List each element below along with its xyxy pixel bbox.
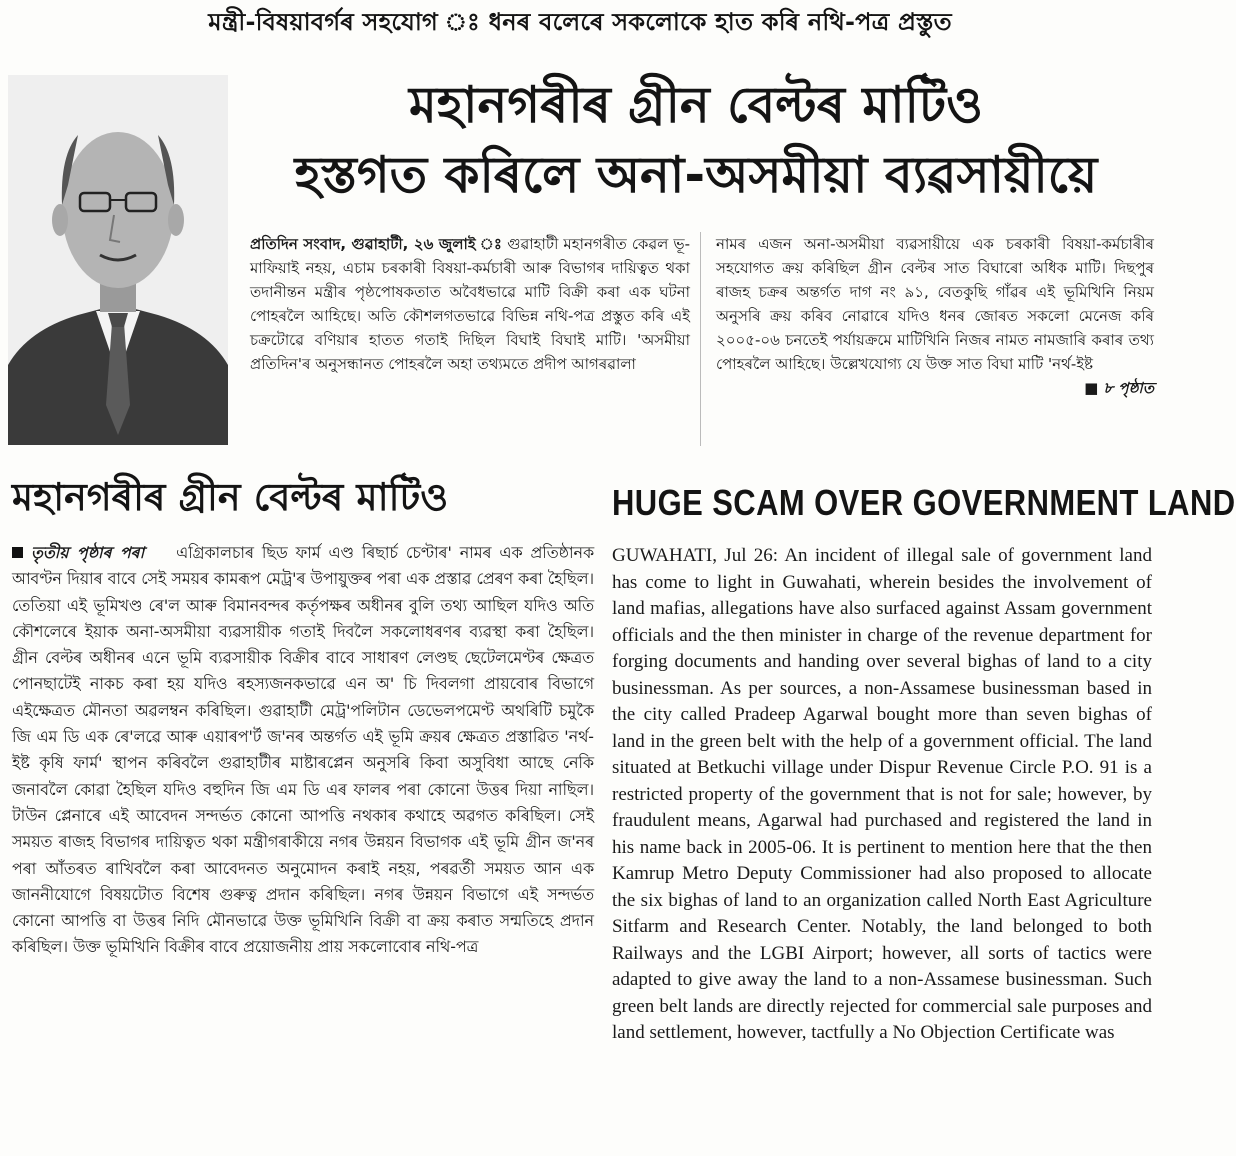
story-bottom-left-text: এগ্ৰিকালচাৰ ছিড ফাৰ্ম এণ্ড ৰিছাৰ্চ চেণ্টাৰ' নামৰ এক প্ৰতিষ্ঠানক আবণ্টন দিয়াৰ বাবে সেই সময়ৰ কামৰূপ মেট্ৰ'ৰ উপায়ুক্তৰ পৰা এক প্ৰস্তাৱ প্ৰেৰণ কৰা হৈছিল। তেতিয়া এই ভূমিখণ্ড ৰে'ল আৰু বিমানবন্দৰ কৰ্তৃপক্ষৰ অধীনৰ বুলি তথ্য আছিল যদিও অতি কৌশলেৰে ইয়াক অনা-অসমীয়া ব্যৱসায়ীক গতাই দিবলৈ সকলোধৰণৰ ব্যৱস্থা কৰা হৈছিল। গ্ৰীন বেল্টৰ অধীনৰ এনে ভূমি ব্যৱসায়ীক বিক্ৰীৰ বাবে সাধাৰণ লেণ্ডছ ছেটেলমেণ্টৰ ক্ষেত্ৰত পোনছাটেই নাকচ কৰা হয় যদিও ৰহস্যজনকভাৱে এন অ' চি দিবলগা প্ৰায়বোৰ বিভাগে এইক্ষেত্ৰত মৌনতা অৱলম্বন কৰিছিল। গুৱাহাটী মেট্ৰ'পলিটান ডেভেলপমেণ্ট অথৰিটি চমুকৈ জি এম ডি এক ৰে'লৱে আৰু এয়াৰপ'ৰ্ট জ'নৰ অন্তৰ্গত এই ভূমি ক্ৰয়ৰ ক্ষেত্ৰত প্ৰস্তাৱিত 'নৰ্থ-ইষ্ট কৃষি ফাৰ্ম' স্থাপন কৰিবলৈ গুৱাহাটীৰ মাষ্টাৰপ্লেন অনুসৰি কিবা অসুবিধা আছে নেকি জনাবলৈ কোৱা হৈছিল যদিও বহুদিন জি এম ডি এৰ ফালৰ পৰা কোনো উত্তৰ দিয়া নাছিল। টাউন প্লেনাৰে এই আবেদন সন্দৰ্ভত কোনো আপত্তি নথকাৰ কথাহে অৱগত কৰিছিল। সেই সময়ত ৰাজহ বিভাগৰ দায়িত্বত থকা মন্ত্ৰীগৰাকীয়ে নগৰ উন্নয়ন বিভাগক এই ভূমি গ্ৰীন জ'নৰ পৰা আঁতৰত ৰাখিবলৈ কৰা আবেদনত অনুমোদন কৰাই নহয়, পৰৱৰ্তী সময়ত আন এক জাননীযোগে বিষয়টোত বিশেষ গুৰুত্ব প্ৰদান কৰিছিল। নগৰ উন্নয়ন বিভাগে এই সন্দৰ্ভত কোনো আপত্তি বা উত্তৰ নিদি মৌনভাৱে উক্ত ভূমিখিনি বিক্ৰী বা ক্ৰয় কৰাত সন্মতিহে প্ৰদান কৰিছিল। উক্ত ভূমিখিনি বিক্ৰীৰ বাবে প্ৰয়োজনীয় প্ৰায় সকলোবোৰ নথি-পত্ৰ [12, 543, 595, 957]
continued-on-page: ■ ৮ পৃষ্ঠাত [1084, 379, 1154, 397]
continued-from-label: তৃতীয় পৃষ্ঠাৰ পৰা [31, 543, 145, 562]
story-top-col2-text: নামৰ এজন অনা-অসমীয়া ব্যৱসায়ীয়ে এক চৰকাৰী বিষয়া-কৰ্মচাৰীৰ সহযোগত ক্ৰয় কৰিছিল গ্ৰীন বেল্টৰ সাত বিঘাৰো অধিক মাটি। দিছপুৰ ৰাজহ চক্ৰৰ অন্তৰ্গত দাগ নং ৯১, বেতকুছি গাঁৱৰ এই ভূমিখিনি নিয়ম অনুসৰি ক্ৰয় কৰিব নোৱাৰে যদিও ধনৰ জোৰত সকলো মেনেজ কৰি ২০০৫-০৬ চনতেই পৰ্যায়ক্ৰমে মাটিখিনি নিজৰ নামত নামজাৰি কৰাৰ তথ্য পোহৰলৈ আহিছে। উল্লেখযোগ্য যে উক্ত সাত বিঘা মাটি 'নৰ্থ-ইষ্ট [716, 235, 1154, 373]
headline-bottom-left: মহানগৰীৰ গ্ৰীন বেল্টৰ মাটিও [12, 475, 449, 519]
english-headline: HUGE SCAM OVER GOVERNMENT LAND [612, 482, 1236, 523]
english-story-column [612, 543, 1152, 1153]
portrait-illustration [8, 75, 228, 445]
column-divider [700, 232, 701, 446]
kicker-line: মন্ত্ৰী-বিষয়াবৰ্গৰ সহযোগ ঃ ধনৰ বলেৰে সকলোকে হাত কৰি নথি-পত্ৰ প্ৰস্তুত [208, 8, 952, 36]
headline-top-line1: মহানগৰীৰ গ্ৰীন বেল্টৰ মাটিও [409, 76, 983, 134]
story-bottom-left-column [12, 540, 594, 1152]
english-story-text: GUWAHATI, Jul 26: An incident of illegal sale of government land has come to light in Guwahati, wherein besides the involvement of land mafias, allegations have also surfaced against Assam government officials and the then minister in charge of the revenue department for forging documents and handing over several bighas of land to a city businessman. As per sources, a non-Assamese businessman based in the city called Pradeep Agarwal bought more than seven bighas of land in the green belt with the help of a government official. The land situated at Betkuchi village under Dispur Revenue Circle P.O. 91 is a restricted property of the government that is not for sale; however, by fraudulent means, Agarwal had purchased and registered the land in his name back in 2005-06. It is pertinent to mention here that the then Kamrup Metro Deputy Commissioner had also proposed to allocate the six bighas of land to an organization called North East Agriculture Sitfarm and Research Center. Notably, the land belonged to both Railways and the LGBI Airport; however, all sorts of tactics were adapted to give away the land to a non-Assamese businessman. Such green belt lands are directly rejected for commercial sale purposes and land settlement, however, tactfully a No Objection Certificate was [612, 545, 1152, 1043]
headline-top-line2: হস্তগত কৰিলে অনা-অসমীয়া ব্যৱসায়ীয়ে [294, 146, 1098, 204]
square-bullet-icon [12, 547, 23, 558]
dateline: প্ৰতিদিন সংবাদ, গুৱাহাটী, ২৬ জুলাই ঃ [250, 235, 503, 253]
story-top-col1-text: গুৱাহাটী মহানগৰীত কেৱল ভূ-মাফিয়াই নহয়, এচাম চৰকাৰী বিষয়া-কৰ্মচাৰী আৰু বিভাগৰ দায়িত্বত থকা তদানীন্তন মন্ত্ৰীৰ পৃষ্ঠপোষকতাত অবৈধভাৱে মাটি বিক্ৰী কৰা এক ঘটনা পোহৰলৈ আহিছে। অতি কৌশলগতভাৱে বিভিন্ন নথি-পত্ৰ প্ৰস্তুত কৰি এই চক্ৰটোৱে বণিয়াৰ হাতত গতাই দিছিল বিঘাই বিঘাই মাটি। 'অসমীয়া প্ৰতিদিন'ৰ অনুসন্ধানত পোহৰলৈ অহা তথ্যমতে প্ৰদীপ আগৰৱালা [250, 235, 691, 373]
story-top-column-1 [250, 232, 690, 448]
story-top-column-2 [716, 232, 1154, 448]
portrait-photo [8, 75, 228, 445]
